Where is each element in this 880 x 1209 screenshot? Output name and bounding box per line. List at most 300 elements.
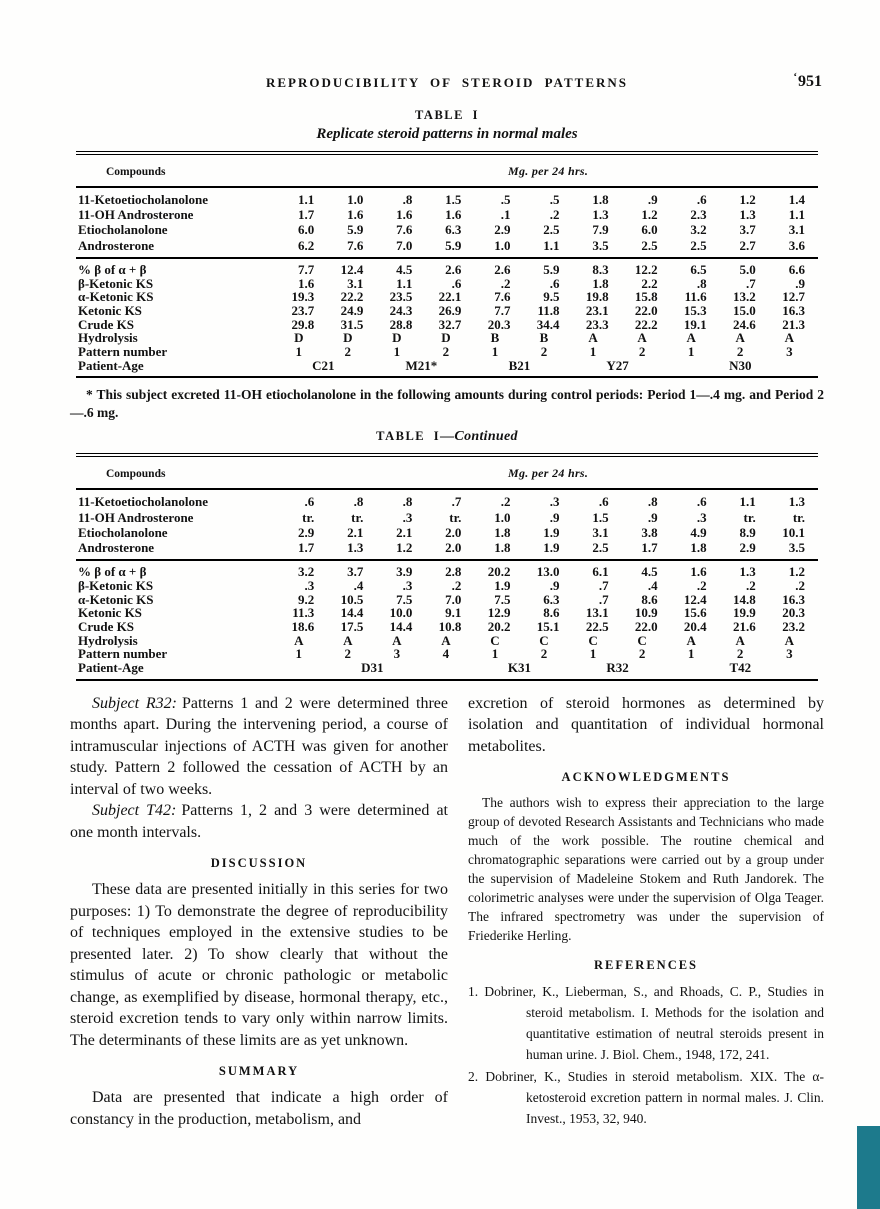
table-cell: 1.3 <box>739 564 756 580</box>
table-cell: 13.0 <box>536 564 560 580</box>
table-cell: % β of α + β <box>78 564 147 580</box>
table-cell: 1.9 <box>543 540 560 556</box>
table-cell: tr. <box>302 509 315 525</box>
table-cell: 3.1 <box>347 275 364 291</box>
table-cell: 1.9 <box>494 577 511 593</box>
table-cell: D31 <box>361 660 384 676</box>
table-cell: 1.0 <box>347 192 364 207</box>
table-cell: 4 <box>442 646 450 662</box>
table-cell: 29.8 <box>291 316 315 332</box>
table-cell: 24.9 <box>340 302 364 318</box>
table-cell: tr. <box>743 509 756 525</box>
left-column <box>70 693 448 1131</box>
table-cell: 12.4 <box>683 591 707 607</box>
table-cell: 3 <box>786 344 793 360</box>
table-cell: A <box>588 330 598 346</box>
table-cell: 1.9 <box>543 524 560 540</box>
table-cell: 2 <box>442 344 450 360</box>
table-row <box>76 647 818 661</box>
table-cell: 6.0 <box>641 222 658 238</box>
table-cell: C <box>490 632 500 648</box>
table-cell: .4 <box>647 577 658 593</box>
table-cell: 1 <box>393 344 401 360</box>
table-cell: 11-Ketoetiocholanolone <box>78 494 208 510</box>
table-cell: 15.3 <box>683 302 707 318</box>
table-cell: 1.2 <box>788 564 805 580</box>
table-cell: 1.5 <box>592 509 609 525</box>
table-cell: .9 <box>795 275 805 291</box>
table-cell: 2.5 <box>641 237 658 253</box>
table-cell: .6 <box>549 275 560 291</box>
table-cell: .3 <box>549 494 560 510</box>
table-cell: 1.8 <box>494 540 511 556</box>
table-cell: 3.1 <box>788 222 805 238</box>
table-cell: .2 <box>500 275 511 291</box>
table-cell: C21 <box>312 357 335 373</box>
table-cell: 2 <box>638 646 646 662</box>
table-cell: 21.3 <box>782 316 805 332</box>
table-cell: 11-Ketoetiocholanolone <box>78 192 208 207</box>
table1-footnote: * This subject excreted 11-OH etiocholanolone in the following amounts during control periods: Period 1—.4 mg. and Period 2—.6 mg. <box>70 387 824 420</box>
table-cell: D <box>294 330 304 346</box>
table-cell: .2 <box>451 577 462 593</box>
table-cell: A <box>637 330 647 346</box>
table-cell: 2 <box>344 344 352 360</box>
table-cell: 1.2 <box>641 207 658 223</box>
table-cell: 1.1 <box>396 275 413 291</box>
table-cell: .4 <box>353 577 364 593</box>
table-cell: 3.2 <box>690 222 707 238</box>
table-cell: .9 <box>549 509 560 525</box>
table-cell: 10.1 <box>782 524 805 540</box>
table-row <box>76 207 818 222</box>
table-cell: 26.9 <box>438 302 462 318</box>
table-row <box>76 304 818 318</box>
table-cell: 5.9 <box>543 261 560 277</box>
table-row <box>76 277 818 291</box>
table-cell: 8.9 <box>739 524 756 540</box>
table-cell: tr. <box>792 509 805 525</box>
table-cell: 6.0 <box>298 222 315 238</box>
table-row <box>76 238 818 258</box>
table-row <box>76 258 818 277</box>
table-cell: 7.0 <box>396 237 413 253</box>
table-cell: Crude KS <box>78 619 134 635</box>
table-cell: 3.7 <box>347 564 364 580</box>
table-cell: 1 <box>589 344 597 360</box>
table-cell: 10.0 <box>389 605 413 621</box>
table-cell: 20.3 <box>782 605 805 621</box>
discussion-paragraph: These data are presented initially in this series for two purposes: 1) To demonstrate the degree of reproducibility of techniques employed in the extensive studies to be presented later. 2) To show clearly that without the stimulus of acute or chronic pathologic or metabolic change, as exemplified by disease, hormonal therapy, etc., steroid excretion tends to vary only within narrow limits. The determinants of these limits are as yet unknown. <box>70 881 448 1049</box>
table-cell: 2.1 <box>347 524 364 540</box>
summary-continuation-paragraph: excretion of steroid hormones as determined by isolation and quantitation of individual hormonal metabolites. <box>468 694 824 755</box>
table1-title <box>70 108 824 123</box>
table-cell: 15.1 <box>536 619 560 635</box>
table-row <box>76 560 818 579</box>
table-cell: 6.5 <box>690 261 707 277</box>
units-header: Mg. per 24 hrs. <box>508 164 589 178</box>
table-cell: N30 <box>729 357 752 373</box>
table-cell: α-Ketonic KS <box>78 289 154 305</box>
table-cell: 1.5 <box>445 192 462 207</box>
patient-age-row <box>76 661 818 680</box>
table-cell: 1.8 <box>592 275 609 291</box>
table-cell: 6.1 <box>592 564 609 580</box>
body-columns <box>70 693 824 1131</box>
table-cell: Y27 <box>606 357 629 373</box>
table-row <box>76 620 818 634</box>
table-cell: .8 <box>353 494 364 510</box>
table-row <box>76 187 818 207</box>
acknowledgments-heading: ACKNOWLEDGMENTS <box>561 770 731 785</box>
table-cell: 23.3 <box>585 316 609 332</box>
page-number-text: 951 <box>798 73 822 90</box>
table1-caption: Replicate steroid patterns in normal males <box>316 126 578 142</box>
table-cell: 7.9 <box>592 222 609 238</box>
table-cell: .9 <box>647 192 658 207</box>
table-cell: .2 <box>500 494 511 510</box>
table-cell: 1 <box>295 646 302 662</box>
table-cell: 7.7 <box>298 261 315 277</box>
table-cell: 1.3 <box>347 540 364 556</box>
table-header-row <box>76 153 818 187</box>
table-cell: 1.2 <box>739 192 756 207</box>
table-cell: 19.3 <box>291 289 315 305</box>
table-cell: 1.1 <box>788 207 805 223</box>
table-cell: 1.6 <box>690 564 707 580</box>
table-cell: 11.6 <box>684 289 707 305</box>
table-cell: Pattern number <box>78 344 168 360</box>
table2-title <box>70 429 824 445</box>
table-cell: 1 <box>687 344 695 360</box>
table2-title-continued: —Continued <box>440 429 518 445</box>
table-cell: 3.1 <box>592 524 609 540</box>
table-cell: Crude KS <box>78 316 134 332</box>
table-cell: 3.7 <box>739 222 756 238</box>
table-cell: 22.2 <box>340 289 364 305</box>
units-header: Mg. per 24 hrs. <box>508 466 589 481</box>
table-cell: Ketonic KS <box>78 302 142 318</box>
table-cell: 22.5 <box>585 619 609 635</box>
table-cell: 4.5 <box>396 261 413 277</box>
references-heading: REFERENCES <box>593 958 699 973</box>
table-cell: 1 <box>589 646 597 662</box>
table-cell: 1.7 <box>298 207 315 223</box>
table-cell: 1.6 <box>298 275 315 291</box>
table-cell: .2 <box>745 577 756 593</box>
table-cell: 6.3 <box>543 591 560 607</box>
table-cell: A <box>686 330 696 346</box>
table-cell: A <box>686 632 696 648</box>
running-head: REPRODUCIBILITY OF STEROID PATTERNS <box>265 75 629 90</box>
table-cell: tr. <box>351 509 364 525</box>
table-cell: R32 <box>606 660 629 676</box>
table2-title-text: TABLE I <box>376 429 441 444</box>
discussion-heading: DISCUSSION <box>210 856 308 871</box>
table-cell: 13.2 <box>732 289 756 305</box>
table-cell: T42 <box>729 660 752 676</box>
table-cell: 3 <box>786 646 793 662</box>
table-cell: 3.8 <box>641 524 658 540</box>
scan-mark: ‘ <box>793 71 797 83</box>
table-cell: C <box>539 632 549 648</box>
subject-t42-lead: Subject T42: <box>92 802 177 820</box>
table-cell: 22.1 <box>438 289 462 305</box>
table-cell: 7.0 <box>445 591 462 607</box>
table-cell: 7.7 <box>494 302 511 318</box>
table-cell: .3 <box>696 509 707 525</box>
table-cell: 23.5 <box>389 289 413 305</box>
table-cell: 22.0 <box>634 619 658 635</box>
table-cell: 2.9 <box>298 524 315 540</box>
table-cell: C <box>588 632 598 648</box>
table-row <box>76 290 818 304</box>
table-cell: .1 <box>500 207 511 223</box>
table-cell: .7 <box>598 591 609 607</box>
table-cell: 1.6 <box>396 207 413 223</box>
table-cell: .3 <box>402 509 413 525</box>
table-cell: 1.1 <box>298 192 315 207</box>
paragraph-subject-t42 <box>70 800 448 843</box>
table-cell: 10.5 <box>340 591 364 607</box>
table-cell: 8.6 <box>543 605 560 621</box>
table-cell: 8.3 <box>592 261 609 277</box>
table-cell: % β of α + β <box>78 261 147 277</box>
table-cell: 1.1 <box>739 494 756 510</box>
table-cell: .9 <box>647 509 658 525</box>
table-cell: 2.0 <box>445 540 462 556</box>
table-cell: 2 <box>540 344 548 360</box>
reference-item-2: 2. Dobriner, K., Studies in steroid metabolism. XIX. The α-ketosteroid excretion pattern in normal males. J. Clin. Invest., 1953, 32, 940. <box>468 1069 824 1127</box>
table-cell: 1.0 <box>494 509 511 525</box>
table-row <box>76 540 818 560</box>
table-cell: 23.1 <box>585 302 609 318</box>
table-cell: .6 <box>696 192 707 207</box>
table-row <box>76 579 818 593</box>
table-row <box>76 489 818 509</box>
summary-heading: SUMMARY <box>218 1064 300 1079</box>
table-cell: 4.9 <box>690 524 707 540</box>
table-cell: 2 <box>344 646 352 662</box>
page-number <box>793 71 822 91</box>
table-cell: 1.3 <box>592 207 609 223</box>
table-cell: A <box>784 632 795 648</box>
table-row <box>76 318 818 332</box>
table-cell: 2.9 <box>739 540 756 556</box>
table-cell: 11.8 <box>537 302 560 318</box>
table-cell: .8 <box>402 192 413 207</box>
summary-paragraph: Data are presented that indicate a high order of constancy in the production, metabolism, and <box>70 1089 448 1128</box>
table-cell: 1.4 <box>788 192 805 207</box>
table-row <box>76 634 818 648</box>
table-cell: 20.2 <box>487 619 511 635</box>
table-cell: 23.2 <box>782 619 805 635</box>
table-cell: 1.8 <box>494 524 511 540</box>
table-cell: 34.4 <box>536 316 560 332</box>
table-cell: 1.6 <box>445 207 462 223</box>
table-cell: 2.1 <box>396 524 413 540</box>
table-cell: 1 <box>491 344 499 360</box>
table-cell: .9 <box>549 577 560 593</box>
table1-title-text: TABLE I <box>415 108 479 122</box>
table-cell: 2 <box>736 646 744 662</box>
compounds-header: Compounds <box>106 165 166 178</box>
table-cell: 22.0 <box>634 302 658 318</box>
corner-artifact <box>857 1126 880 1209</box>
table-cell: 17.5 <box>340 619 364 635</box>
table-cell: 1.8 <box>592 192 609 207</box>
table-cell: 14.4 <box>389 619 413 635</box>
table-cell: 13.1 <box>585 605 609 621</box>
table-cell: 6.6 <box>788 261 805 277</box>
table-cell: α-Ketonic KS <box>78 591 154 607</box>
table-cell: 24.3 <box>389 302 413 318</box>
table-cell: 8.6 <box>641 591 658 607</box>
table-cell: 14.4 <box>340 605 364 621</box>
subject-t42-text: Patterns 1, 2 and 3 were determined at one month intervals. <box>70 802 448 841</box>
table-cell: 23.7 <box>291 302 315 318</box>
table-row <box>76 525 818 540</box>
table-cell: A <box>343 632 353 648</box>
table-cell: 21.6 <box>732 619 756 635</box>
table-cell: 9.1 <box>445 605 462 621</box>
table-cell: 19.1 <box>683 316 707 332</box>
table-cell: .8 <box>647 494 658 510</box>
table-row <box>76 345 818 359</box>
table-cell: A <box>294 632 304 648</box>
table-cell: 28.8 <box>389 316 413 332</box>
table-cell: .8 <box>402 494 413 510</box>
table-cell: 2 <box>638 344 646 360</box>
table-cell: .8 <box>696 275 707 291</box>
table-cell: .7 <box>451 494 462 510</box>
table-cell: Ketonic KS <box>78 605 142 621</box>
table-cell: .3 <box>402 577 413 593</box>
table-cell: 9.2 <box>298 591 315 607</box>
table-cell: D <box>343 330 353 346</box>
right-column <box>468 693 824 1131</box>
table-cell: β-Ketonic KS <box>78 577 154 593</box>
table1 <box>76 151 818 378</box>
subject-r32-text: Patterns 1 and 2 were determined three months apart. During the intervening period, a course of intramuscular injections of ACTH was given for another study. Pattern 2 followed the cessation of ACTH by an interval of two weeks. <box>70 694 448 798</box>
paragraph-subject-r32 <box>70 693 448 801</box>
table-cell: 7.5 <box>494 591 511 607</box>
table-cell: D <box>441 330 451 346</box>
table-cell: 7.6 <box>347 237 364 253</box>
table-cell: 2.0 <box>445 524 462 540</box>
table-cell: 12.9 <box>487 605 511 621</box>
table-cell: .6 <box>598 494 609 510</box>
table-cell: .7 <box>598 577 609 593</box>
table-cell: 1.3 <box>788 494 805 510</box>
table-cell: 12.7 <box>782 289 805 305</box>
table-cell: B21 <box>508 357 531 373</box>
table-cell: 1.3 <box>739 207 756 223</box>
table-cell: Hydrolysis <box>78 330 138 346</box>
table-cell: 2.5 <box>592 540 609 556</box>
table-cell: 24.6 <box>732 316 756 332</box>
table-cell: 9.5 <box>543 289 560 305</box>
table-cell: 12.4 <box>340 261 364 277</box>
table-cell: Etiocholanolone <box>78 222 168 238</box>
table-cell: 15.6 <box>683 605 707 621</box>
table-cell: 1.2 <box>396 540 413 556</box>
table-cell: A <box>441 632 451 648</box>
table-cell: 20.3 <box>487 316 511 332</box>
table-cell: A <box>735 632 745 648</box>
page-header <box>70 71 824 92</box>
table-cell: 2.9 <box>494 222 511 238</box>
table-cell: 6.3 <box>445 222 462 238</box>
table-cell: 1.6 <box>347 207 364 223</box>
table-cell: 2.6 <box>494 261 511 277</box>
table-cell: 11.3 <box>292 605 315 621</box>
table-cell: 1 <box>295 344 302 360</box>
table-cell: 31.5 <box>340 316 364 332</box>
table-cell: 16.3 <box>782 591 805 607</box>
table-cell: B <box>490 330 500 346</box>
table-cell: 16.3 <box>782 302 805 318</box>
table-cell: 20.2 <box>487 564 511 580</box>
table-cell: Androsterone <box>78 540 155 556</box>
table-row <box>76 222 818 237</box>
table-cell: .2 <box>549 207 560 223</box>
table-cell: .3 <box>304 577 315 593</box>
table-cell: .7 <box>745 275 756 291</box>
table-cell: 15.8 <box>634 289 658 305</box>
table-cell: 20.4 <box>683 619 707 635</box>
table-cell: 3.5 <box>592 237 609 253</box>
table-cell: 12.2 <box>634 261 658 277</box>
table-cell: A <box>735 330 745 346</box>
table-header-row <box>76 455 818 489</box>
table-cell: 3.5 <box>788 540 805 556</box>
table-cell: Androsterone <box>78 237 155 253</box>
table-cell: 2 <box>736 344 744 360</box>
table-cell: 11-OH Androsterone <box>78 207 194 223</box>
table-cell: Etiocholanolone <box>78 524 168 540</box>
table-cell: 2.7 <box>739 237 756 253</box>
subject-r32-lead: Subject R32: <box>92 694 177 712</box>
table-cell: 7.6 <box>494 289 511 305</box>
table-cell: 14.8 <box>732 591 756 607</box>
table-cell: 3.2 <box>298 564 315 580</box>
table-cell: 2.5 <box>543 222 560 238</box>
table-cell: 5.9 <box>445 237 462 253</box>
table-cell: 19.9 <box>732 605 756 621</box>
table-row <box>76 606 818 620</box>
table-cell: 1 <box>491 646 499 662</box>
table-cell: 5.0 <box>739 261 756 277</box>
table-row <box>76 593 818 607</box>
table-cell: D <box>392 330 402 346</box>
table-cell: .5 <box>500 192 511 207</box>
table-cell: 1.7 <box>298 540 315 556</box>
table-cell: 1.7 <box>641 540 658 556</box>
table-cell: 4.5 <box>641 564 658 580</box>
table-cell: 2.2 <box>641 275 658 291</box>
table-cell: 3 <box>393 646 401 662</box>
table-cell: 6.2 <box>298 237 315 253</box>
table-cell: 22.2 <box>634 316 658 332</box>
table2 <box>76 453 818 680</box>
table-cell: 1.0 <box>494 237 511 253</box>
table-cell: M21* <box>405 357 438 373</box>
acknowledgments-paragraph: The authors wish to express their appreciation to the large group of devoted Research Assistants and Technicians who made much of the work possible. The routine chemical and chromatographic separations were carried out by a group under the supervision of Madeleine Stokem and Ruth Jandorek. The colorimetric analyses were under the supervision of Olga Teager. The infrared spectrometry was under the supervision of Friederike Herling. <box>468 795 824 944</box>
table-row <box>76 331 818 345</box>
table-cell: B <box>539 330 549 346</box>
table-row <box>76 510 818 525</box>
